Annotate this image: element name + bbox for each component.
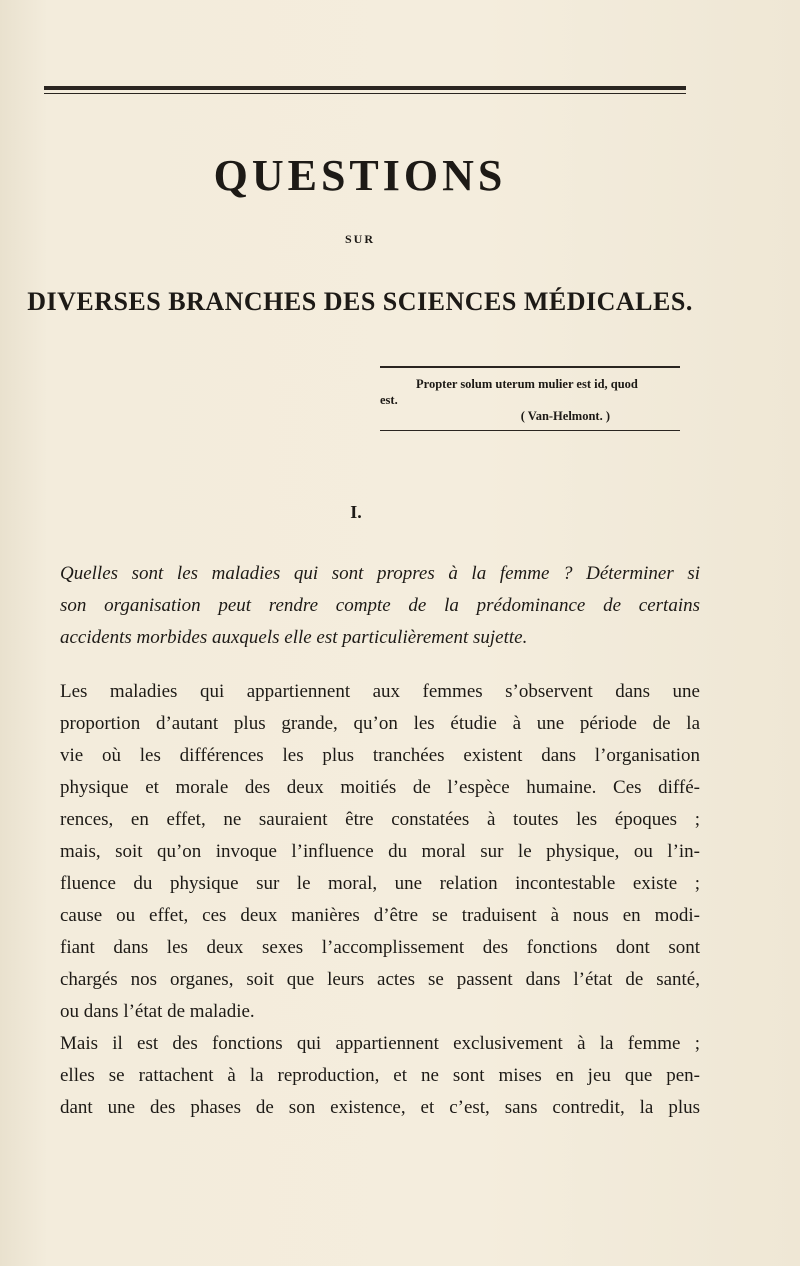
body-line: physique et morale des deux moitiés de l’espèce humaine. Ces diffé- bbox=[60, 777, 700, 798]
body-line: mais, soit qu’on invoque l’influence du moral sur le physique, ou l’in- bbox=[60, 841, 700, 862]
epigraph-bottom-rule bbox=[380, 430, 680, 431]
epigraph-quote-line-1: Propter solum uterum mulier est id, quod bbox=[416, 377, 638, 391]
question-line: Quelles sont les maladies qui sont propres à la femme ? Déterminer si bbox=[60, 563, 700, 584]
body-line: dant une des phases de son existence, et c’est, sans contredit, la plus bbox=[60, 1097, 700, 1118]
body-line: rences, en effet, ne sauraient être constatées à toutes les époques ; bbox=[60, 809, 700, 830]
body-line: elles se rattachent à la reproduction, et ne sont mises en jeu que pen- bbox=[60, 1065, 700, 1086]
question-line: son organisation peut rendre compte de la prédominance de certains bbox=[60, 595, 700, 616]
epigraph-author: ( Van-Helmont. ) bbox=[520, 409, 610, 423]
body-line: ou dans l’état de maladie. bbox=[60, 1001, 255, 1022]
title-connector: SUR bbox=[344, 232, 375, 246]
page-subtitle: DIVERSES BRANCHES DES SCIENCES MÉDICALES. bbox=[27, 287, 693, 316]
top-rule-thick bbox=[44, 86, 686, 90]
section-number: I. bbox=[350, 502, 362, 522]
page-title: QUESTIONS bbox=[213, 151, 507, 200]
body-line: vie où les différences les plus tranchées existent dans l’organisation bbox=[60, 745, 700, 766]
body-text bbox=[60, 676, 700, 1124]
body-line: proportion d’autant plus grande, qu’on les étudie à une période de la bbox=[60, 713, 700, 734]
epigraph bbox=[380, 366, 680, 430]
body-line: Mais il est des fonctions qui appartiennent exclusivement à la femme ; bbox=[60, 1033, 700, 1054]
body-line: Les maladies qui appartiennent aux femmes s’observent dans une bbox=[60, 681, 700, 702]
body-line: fiant dans les deux sexes l’accomplissement des fonctions dont sont bbox=[60, 937, 700, 958]
question-line: accidents morbides auxquels elle est particulièrement sujette. bbox=[60, 627, 528, 648]
epigraph-quote-line-2: est. bbox=[380, 393, 398, 407]
question-text bbox=[60, 558, 700, 654]
body-line: fluence du physique sur le moral, une relation incontestable existe ; bbox=[60, 873, 700, 894]
body-line: cause ou effet, ces deux manières d’être se traduisent à nous en modi- bbox=[60, 905, 700, 926]
top-rule-thin bbox=[44, 93, 686, 94]
body-line: chargés nos organes, soit que leurs actes se passent dans l’état de santé, bbox=[60, 969, 700, 990]
